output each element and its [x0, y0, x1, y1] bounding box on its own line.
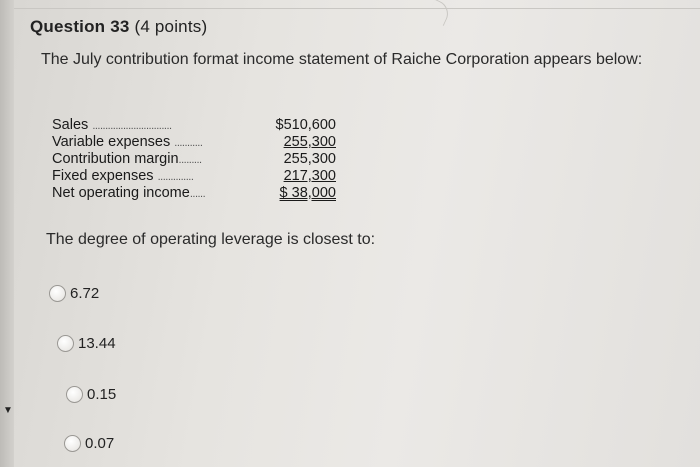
row-label: Variable expenses [52, 134, 171, 150]
leader-dots: .............. [157, 171, 194, 183]
statement-row-variable-expenses [52, 134, 342, 151]
answer-option-1[interactable] [49, 285, 99, 302]
answer-option-2[interactable] [57, 335, 116, 352]
question-points: (4 points) [134, 17, 208, 36]
screen-left-edge [0, 0, 14, 467]
option-label: 0.15 [87, 386, 117, 403]
radio-button-icon[interactable] [64, 435, 81, 452]
row-label: Contribution margin [52, 151, 179, 167]
leader-dots: ............................... [92, 120, 172, 132]
row-label: Fixed expenses [52, 168, 154, 184]
radio-button-icon[interactable] [57, 335, 74, 352]
header-divider [14, 8, 700, 9]
answer-option-4[interactable] [64, 435, 114, 452]
row-amount: $510,600 [275, 117, 336, 133]
question-title [30, 17, 207, 37]
question-sub-prompt: The degree of operating leverage is closest to: [46, 231, 376, 248]
radio-button-icon[interactable] [49, 285, 66, 302]
income-statement [52, 117, 342, 202]
question-number: Question 33 [30, 17, 130, 36]
row-label: Net operating income [52, 185, 190, 201]
question-prompt: The July contribution format income statement of Raiche Corporation appears below: [41, 51, 643, 68]
row-amount: $ 38,000 [279, 185, 336, 201]
statement-row-net-operating-income [52, 185, 342, 202]
option-label: 13.44 [78, 335, 116, 352]
leader-dots: ...... [189, 188, 206, 200]
option-label: 0.07 [85, 435, 115, 452]
statement-row-fixed-expenses [52, 168, 342, 185]
row-amount: 255,300 [283, 134, 336, 150]
radio-button-icon[interactable] [66, 386, 83, 403]
option-label: 6.72 [70, 285, 100, 302]
answer-option-3[interactable] [66, 386, 116, 403]
leader-dots: ......... [178, 154, 202, 166]
row-label: Sales [52, 117, 89, 133]
corner-decoration [426, 0, 452, 26]
scroll-arrow-icon[interactable]: ▼ [3, 405, 13, 416]
leader-dots: ........... [174, 137, 203, 149]
statement-row-contribution-margin [52, 151, 342, 168]
row-amount: 217,300 [283, 168, 336, 184]
row-amount: 255,300 [283, 151, 336, 167]
statement-row-sales [52, 117, 342, 134]
